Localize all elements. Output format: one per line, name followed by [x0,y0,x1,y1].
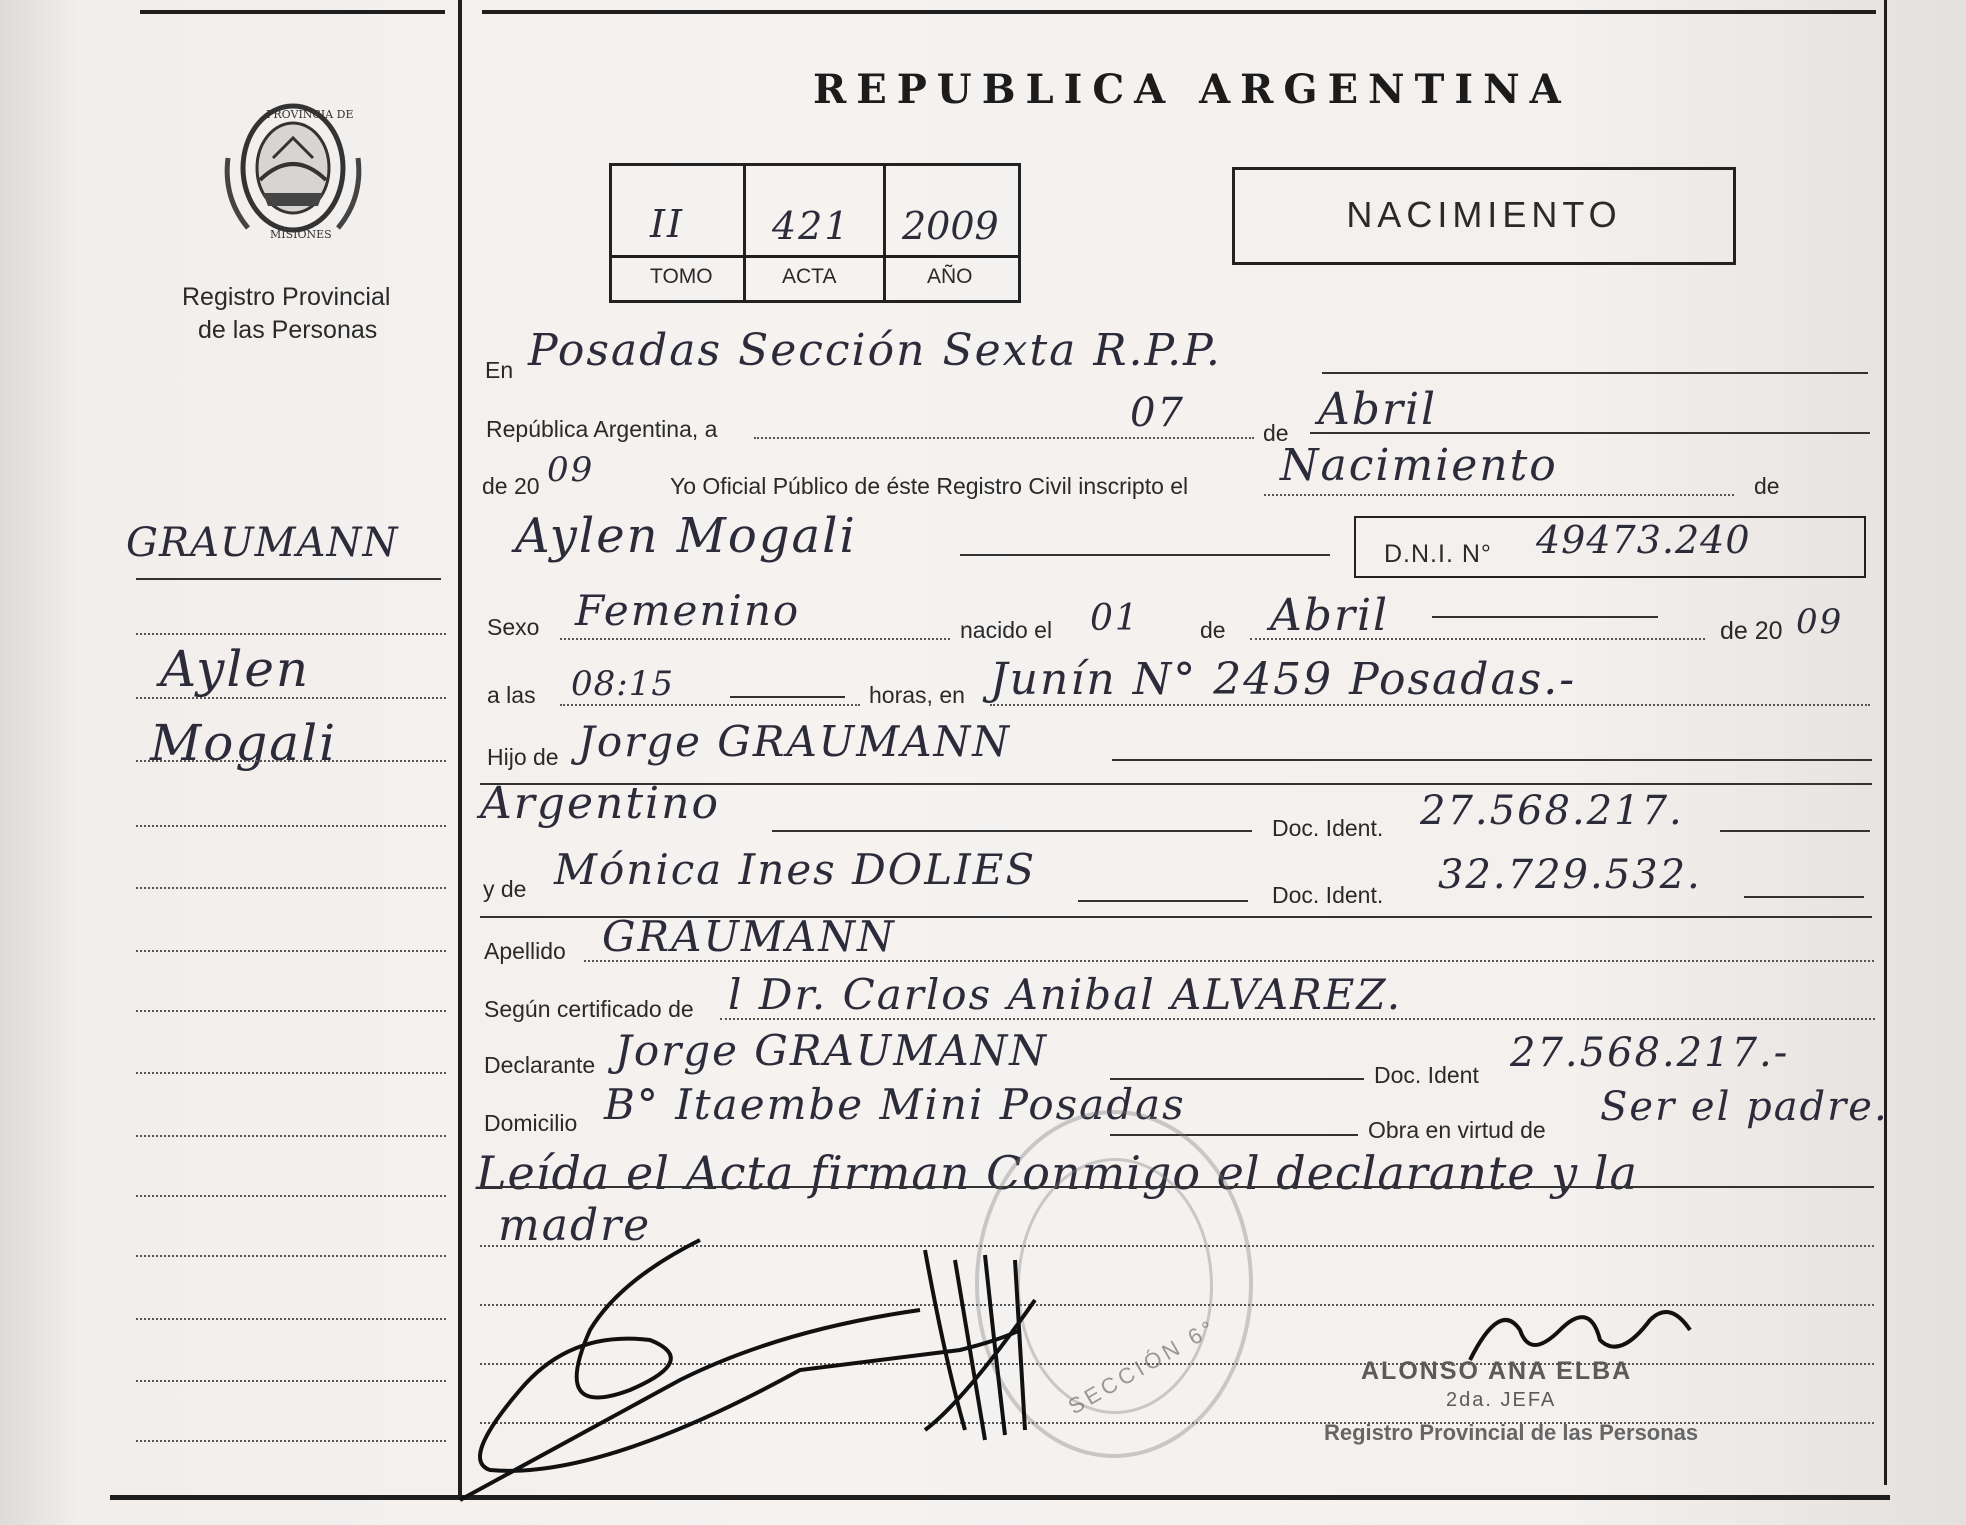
born-month-value: Abril [1270,590,1390,641]
official-name: ALONSO ANA ELBA [1361,1357,1633,1385]
en-line [1322,372,1868,374]
margin-line-2 [136,633,446,635]
doc-ident-label-1: Doc. Ident. [1272,815,1384,841]
obra-label: Obra en virtud de [1368,1117,1546,1143]
father-line [1112,759,1872,761]
month-value: Abril [1318,384,1438,435]
anio-value: 2009 [902,204,999,248]
born-day-value: 01 [1090,598,1140,639]
republica-label: República Argentina, a [486,416,718,442]
margin-line-10 [136,1135,446,1137]
en-value: Posadas Sección Sexta R.P.P. [528,325,1222,376]
margin-line-8 [136,1010,446,1012]
segun-label: Según certificado de [484,996,694,1022]
born-month-line [1432,616,1658,618]
page-title: REPUBLICA ARGENTINA [813,66,1571,113]
place-dots [990,704,1870,706]
right-border [1884,0,1887,1485]
margin-surname: GRAUMANN [126,520,399,566]
en-label: En [485,357,514,383]
record-type-box [1232,167,1736,265]
certificate-value: l Dr. Carlos Anibal ALVAREZ. [728,970,1403,1019]
margin-line-5 [136,825,446,827]
inscription-dots [1264,494,1734,496]
margin-line-11 [136,1195,446,1197]
time-line [730,696,845,698]
record-type-label: NACIMIENTO [1346,194,1622,235]
father-nationality-line [772,830,1252,832]
de-label-3: de [1200,617,1226,643]
father-line-2 [480,783,1872,785]
sexo-label: Sexo [487,614,540,640]
person-name-value: Aylen Mogali [515,508,857,564]
y-de-label: y de [483,876,527,902]
declarante-label: Declarante [484,1052,596,1078]
dni-box [1354,516,1866,578]
notes-line-1: Leída el Acta firman Conmigo el declarante y la [476,1146,1638,1200]
republica-dots [754,437,1254,439]
apellido-label: Apellido [484,938,566,964]
year-suffix-value: 09 [547,450,595,490]
provincial-seal-icon [218,88,368,258]
time-value: 08:15 [571,664,674,704]
official-role: 2da. JEFA [1446,1389,1557,1411]
mother-value: Mónica Ines DOLIES [554,845,1037,894]
margin-given-name-2: Mogali [150,714,338,772]
hijo-label: Hijo de [487,744,559,770]
declarante-doc-value: 27.568.217.- [1510,1030,1790,1076]
apellido-dots [584,960,1874,962]
margin-line-7 [136,950,446,952]
tomo-label: TOMO [650,265,713,288]
margin-line-1 [136,578,441,580]
tomo-value: II [650,202,685,246]
year-prefix-label: de 20 [482,473,540,499]
declarante-value: Jorge GRAUMANN [615,1026,1049,1075]
seal-text-bottom: MISIONES [270,228,332,241]
obra-value: Ser el padre. [1600,1084,1889,1130]
stamp-text: SECCIÓN 6° [1063,1313,1222,1420]
anio-label: AÑO [927,265,973,288]
seal-text-top: PROVINCIA DE [266,108,354,121]
registry-label-line1: Registro Provincial [182,283,391,311]
registry-label-line2: de las Personas [198,316,378,344]
mother-doc-value: 32.729.532. [1438,852,1702,898]
margin-line-4 [136,760,446,762]
record-number-box [609,163,1021,303]
main-top-rule [482,10,1876,14]
dni-value: 49473.240 [1536,518,1751,562]
dni-label: D.N.I. N° [1384,540,1492,568]
oficial-label: Yo Oficial Público de éste Registro Civil inscripto el [670,473,1189,499]
official-office: Registro Provincial de las Personas [1324,1420,1699,1445]
sexo-value: Femenino [575,586,801,635]
margin-line-9 [136,1072,446,1074]
domicilio-value: B° Itaembe Mini Posadas [604,1080,1186,1129]
certificate-dots [720,1018,1875,1020]
mother-line [1078,900,1248,902]
acta-label: ACTA [782,265,837,288]
time-dots [560,704,860,706]
left-top-rule [140,10,445,14]
father-nationality-value: Argentino [480,778,720,829]
father-value: Jorge GRAUMANN [578,717,1012,766]
place-value: Junín N° 2459 Posadas.- [990,654,1577,705]
father-doc-value: 27.568.217. [1420,788,1684,834]
mother-doc-line [1744,896,1864,898]
margin-line-3 [136,697,446,699]
birth-year-label: de 20 [1720,617,1783,645]
de-label-2: de [1754,473,1780,499]
de-label-1: de [1263,420,1289,446]
doc-ident-label-2: Doc. Ident. [1272,882,1384,908]
father-doc-line [1720,830,1870,832]
birth-year-suffix-value: 09 [1796,602,1844,642]
born-month-dots [1250,638,1705,640]
sexo-dots [560,638,950,640]
apellido-value: GRAUMANN [602,912,896,961]
notes-line-2: madre [498,1200,652,1251]
margin-line-6 [136,887,446,889]
a-las-label: a las [487,682,536,708]
person-name-line [960,554,1330,556]
acta-value: 421 [772,204,851,248]
doc-ident-label-3: Doc. Ident [1374,1062,1479,1088]
month-line [1310,432,1870,434]
nacido-label: nacido el [960,617,1053,643]
margin-given-name-1: Aylen [160,640,311,698]
domicilio-label: Domicilio [484,1110,578,1136]
day-value: 07 [1130,390,1185,436]
inscription-value: Nacimiento [1280,440,1558,491]
signature-mother [905,1240,1095,1450]
horas-label: horas, en [869,682,965,708]
